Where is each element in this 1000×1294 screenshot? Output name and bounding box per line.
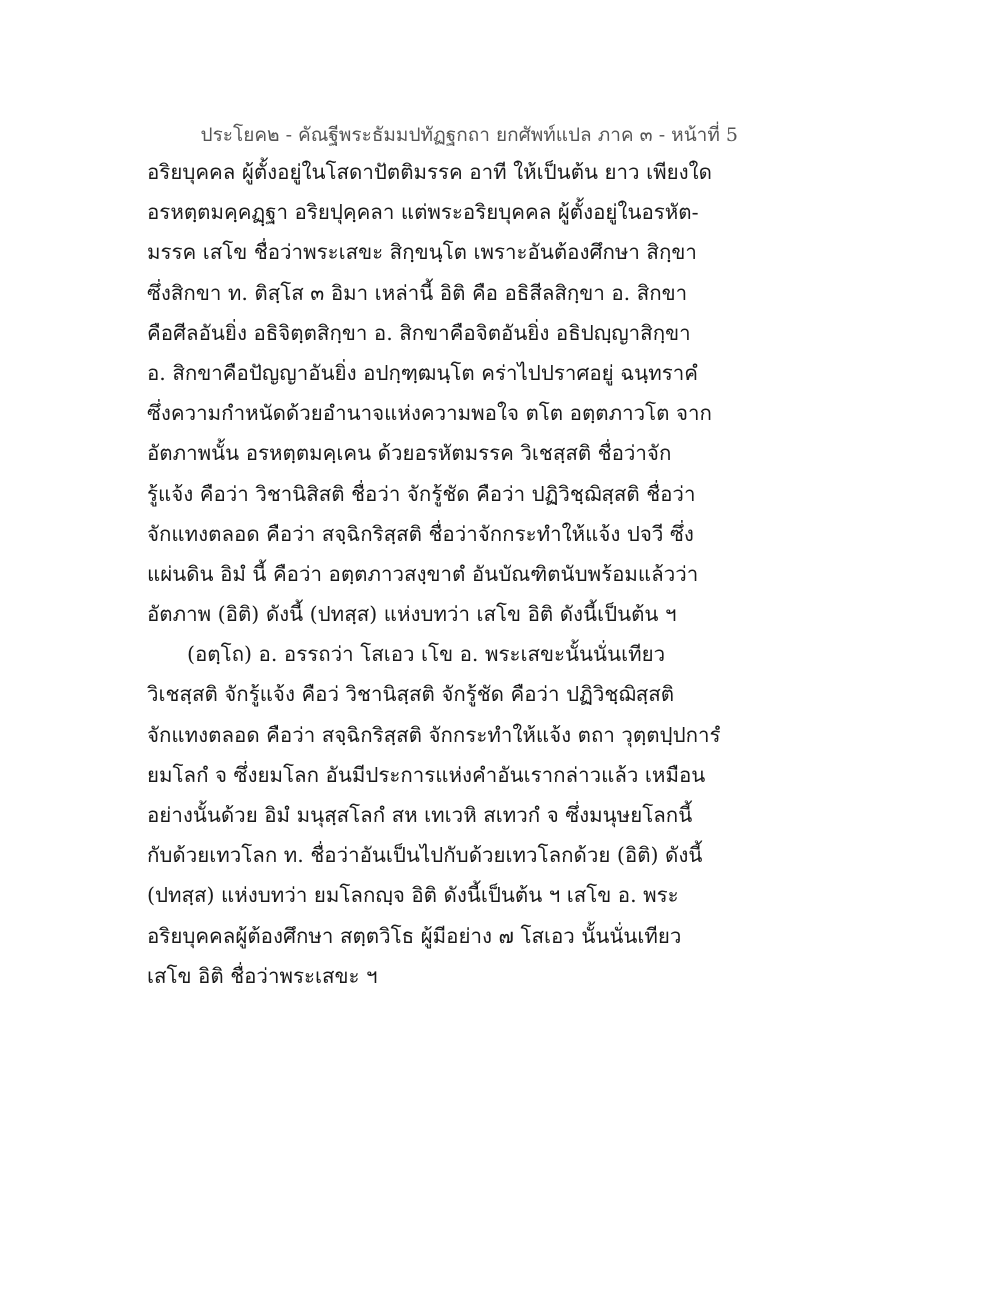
text-line: ซึ่งความกำหนัดด้วยอำนาจแห่งความพอใจ ตโต อตฺตภาวโต จาก [147,401,712,426]
text-line: ยมโลกํ จ ซึ่งยมโลก อันมีประการแห่งคำอันเรากล่าวแล้ว เหมือน [147,762,706,787]
text-line: อย่างนั้นด้วย อิมํ มนุสฺสโลกํ สห เทเวหิ สเทวกํ จ ซึ่งมนุษยโลกนี้ [147,803,693,827]
text-line: จักแทงตลอด คือว่า สจฺฉิกริสฺสติ ชื่อว่าจักกระทำให้แจ้ง ปจวี ซึ่ง [147,521,694,546]
paragraph-first-line: (อตฺโถ) อ. อรรถว่า โสเอว เโข อ. พระเสขะนั้นนั่นเทียว [187,642,666,667]
text-line: อริยบุคคล ผู้ตั้งอยู่ในโสดาปัตติมรรค อาที ให้เป็นต้น ยาว เพียงใด [147,160,712,184]
text-line: กับด้วยเทวโลก ท. ชื่อว่าอันเป็นไปกับด้วยเทวโลกด้วย (อิติ) ดังนี้ [147,843,703,868]
text-line: มรรค เสโข ชื่อว่าพระเสขะ สิกฺขนฺโต เพราะอันต้องศึกษา สิกฺขา [147,240,697,265]
text-line: อัตภาพนั้น อรหตฺตมคฺเคน ด้วยอรหัตมรรค วิเชสฺสติ ชื่อว่าจัก [147,441,672,466]
text-line: อริยบุคคลผู้ต้องศึกษา สตฺตวิโธ ผู้มีอย่าง ๗ โสเอว นั้นนั่นเทียว [147,923,682,948]
text-line: วิเชสฺสติ จักรู้แจ้ง คือว่ วิชานิสฺสติ จักรู้ชัด คือว่า ปฏิวิชฺฌิสฺสติ [147,682,675,707]
text-line: ซึ่งสิกขา ท. ติสฺโส ๓ อิมา เหล่านี้ อิติ คือ อธิสีลสิกฺขา อ. สิกขา [147,280,688,305]
text-line: แผ่นดิน อิมํ นี้ คือว่า อตฺตภาวสงฺขาตํ อันบัณฑิตนับพร้อมแล้วว่า [147,561,699,586]
text-line: อัตภาพ (อิติ) ดังนี้ (ปทสฺส) แห่งบทว่า เสโข อิติ ดังนี้เป็นต้น ฯ [147,602,677,627]
text-line: อรหตฺตมคฺคฏฺฐา อริยปุคฺคลา แต่พระอริยบุคคล ผู้ตั้งอยู่ในอรหัต- [147,200,699,225]
text-line: อ. สิกขาคือปัญญาอันยิ่ง อปกฺฑฺฒนฺโต คร่าไปปราศอยู่ ฉนฺทราคํ [147,360,698,385]
running-header: ประโยค๒ - คัณฐีพระธัมมปทัฏฐกถา ยกศัพท์แปล ภาค ๓ - หน้าที่ 5 [200,124,738,146]
text-line: (ปทสฺส) แห่งบทว่า ยมโลกญฺจ อิติ ดังนี้เป็นต้น ฯ เสโข อ. พระ [147,883,679,908]
text-line: จักแทงตลอด คือว่า สจฺฉิกริสฺสติ จักกระทำให้แจ้ง ตถา วุตฺตปฺปการํ [147,722,721,747]
text-line: คือศีลอันยิ่ง อธิจิตฺตสิกฺขา อ. สิกขาคือจิตอันยิ่ง อธิปญฺญาสิกฺขา [147,320,691,345]
body-text [147,152,721,996]
text-line: เสโข อิติ ชื่อว่าพระเสขะ ฯ [147,963,378,988]
text-line: รู้แจ้ง คือว่า วิชานิสิสติ ชื่อว่า จักรู้ชัด คือว่า ปฏิวิชฺฌิสฺสติ ชื่อว่า [147,481,696,506]
